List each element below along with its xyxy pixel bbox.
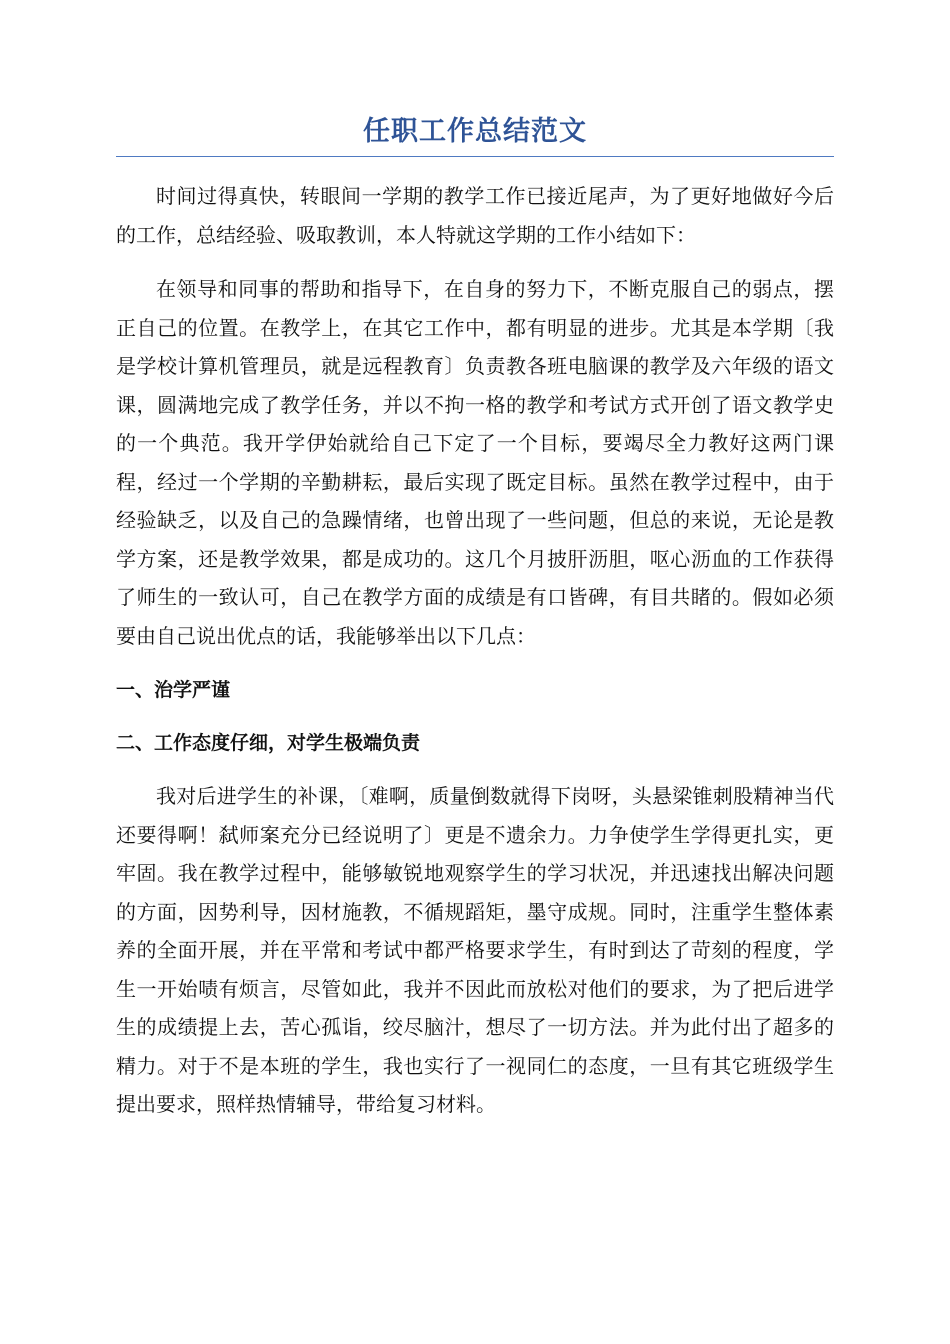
document-page [116,108,834,1140]
title-underline [116,156,834,157]
section-heading-2: 二、工作态度仔细，对学生极端负责 [116,732,421,754]
intro-paragraph: 时间过得真快，转眼间一学期的教学工作已接近尾声，为了更好地做好今后的工作，总结经验、吸取教训，本人特就这学期的工作小结如下： [116,184,834,247]
section-2-paragraph: 我对后进学生的补课，〔难啊，质量倒数就得下岗呀，头悬梁锥刺股精神当代还要得啊！弑师案充分已经说明了〕更是不遗余力。力争使学生学得更扎实，更牢固。我在教学过程中，能够敏锐地观察学生的学习状况，并迅速找出解决问题的方面，因势利导，因材施教，不循规蹈矩，墨守成规。同时，注重学生整体素养的全面开展，并在平常和考试中都严格要求学生，有时到达了苛刻的程度，学生一开始啧有烦言，尽管如此，我并不因此而放松对他们的要求，为了把后进学生的成绩提上去，苦心孤诣，绞尽脑汁，想尽了一切方法。并为此付出了超多的精力。对于不是本班的学生，我也实行了一视同仁的态度，一旦有其它班级学生提出要求，照样热情辅导，带给复习材料。 [116,784,834,1116]
section-heading-1: 一、治学严谨 [116,679,231,701]
document-title: 任职工作总结范文 [363,116,587,147]
body-paragraph: 在领导和同事的帮助和指导下，在自身的努力下，不断克服自己的弱点，摆正自己的位置。在教学上，在其它工作中，都有明显的进步。尤其是本学期〔我是学校计算机管理员，就是远程教育〕负责教各班电脑课的教学及六年级的语文课，圆满地完成了教学任务，并以不拘一格的教学和考试方式开创了语文教学史的一个典范。我开学伊始就给自己下定了一个目标，要竭尽全力教好这两门课程，经过一个学期的辛勤耕耘，最后实现了既定目标。虽然在教学过程中，由于经验缺乏，以及自己的急躁情绪，也曾出现了一些问题，但总的来说，无论是教学方案，还是教学效果，都是成功的。这几个月披肝沥胆，呕心沥血的工作获得了师生的一致认可，自己在教学方面的成绩是有口皆碑，有目共睹的。假如必须要由自己说出优点的话，我能够举出以下几点： [116,277,834,648]
